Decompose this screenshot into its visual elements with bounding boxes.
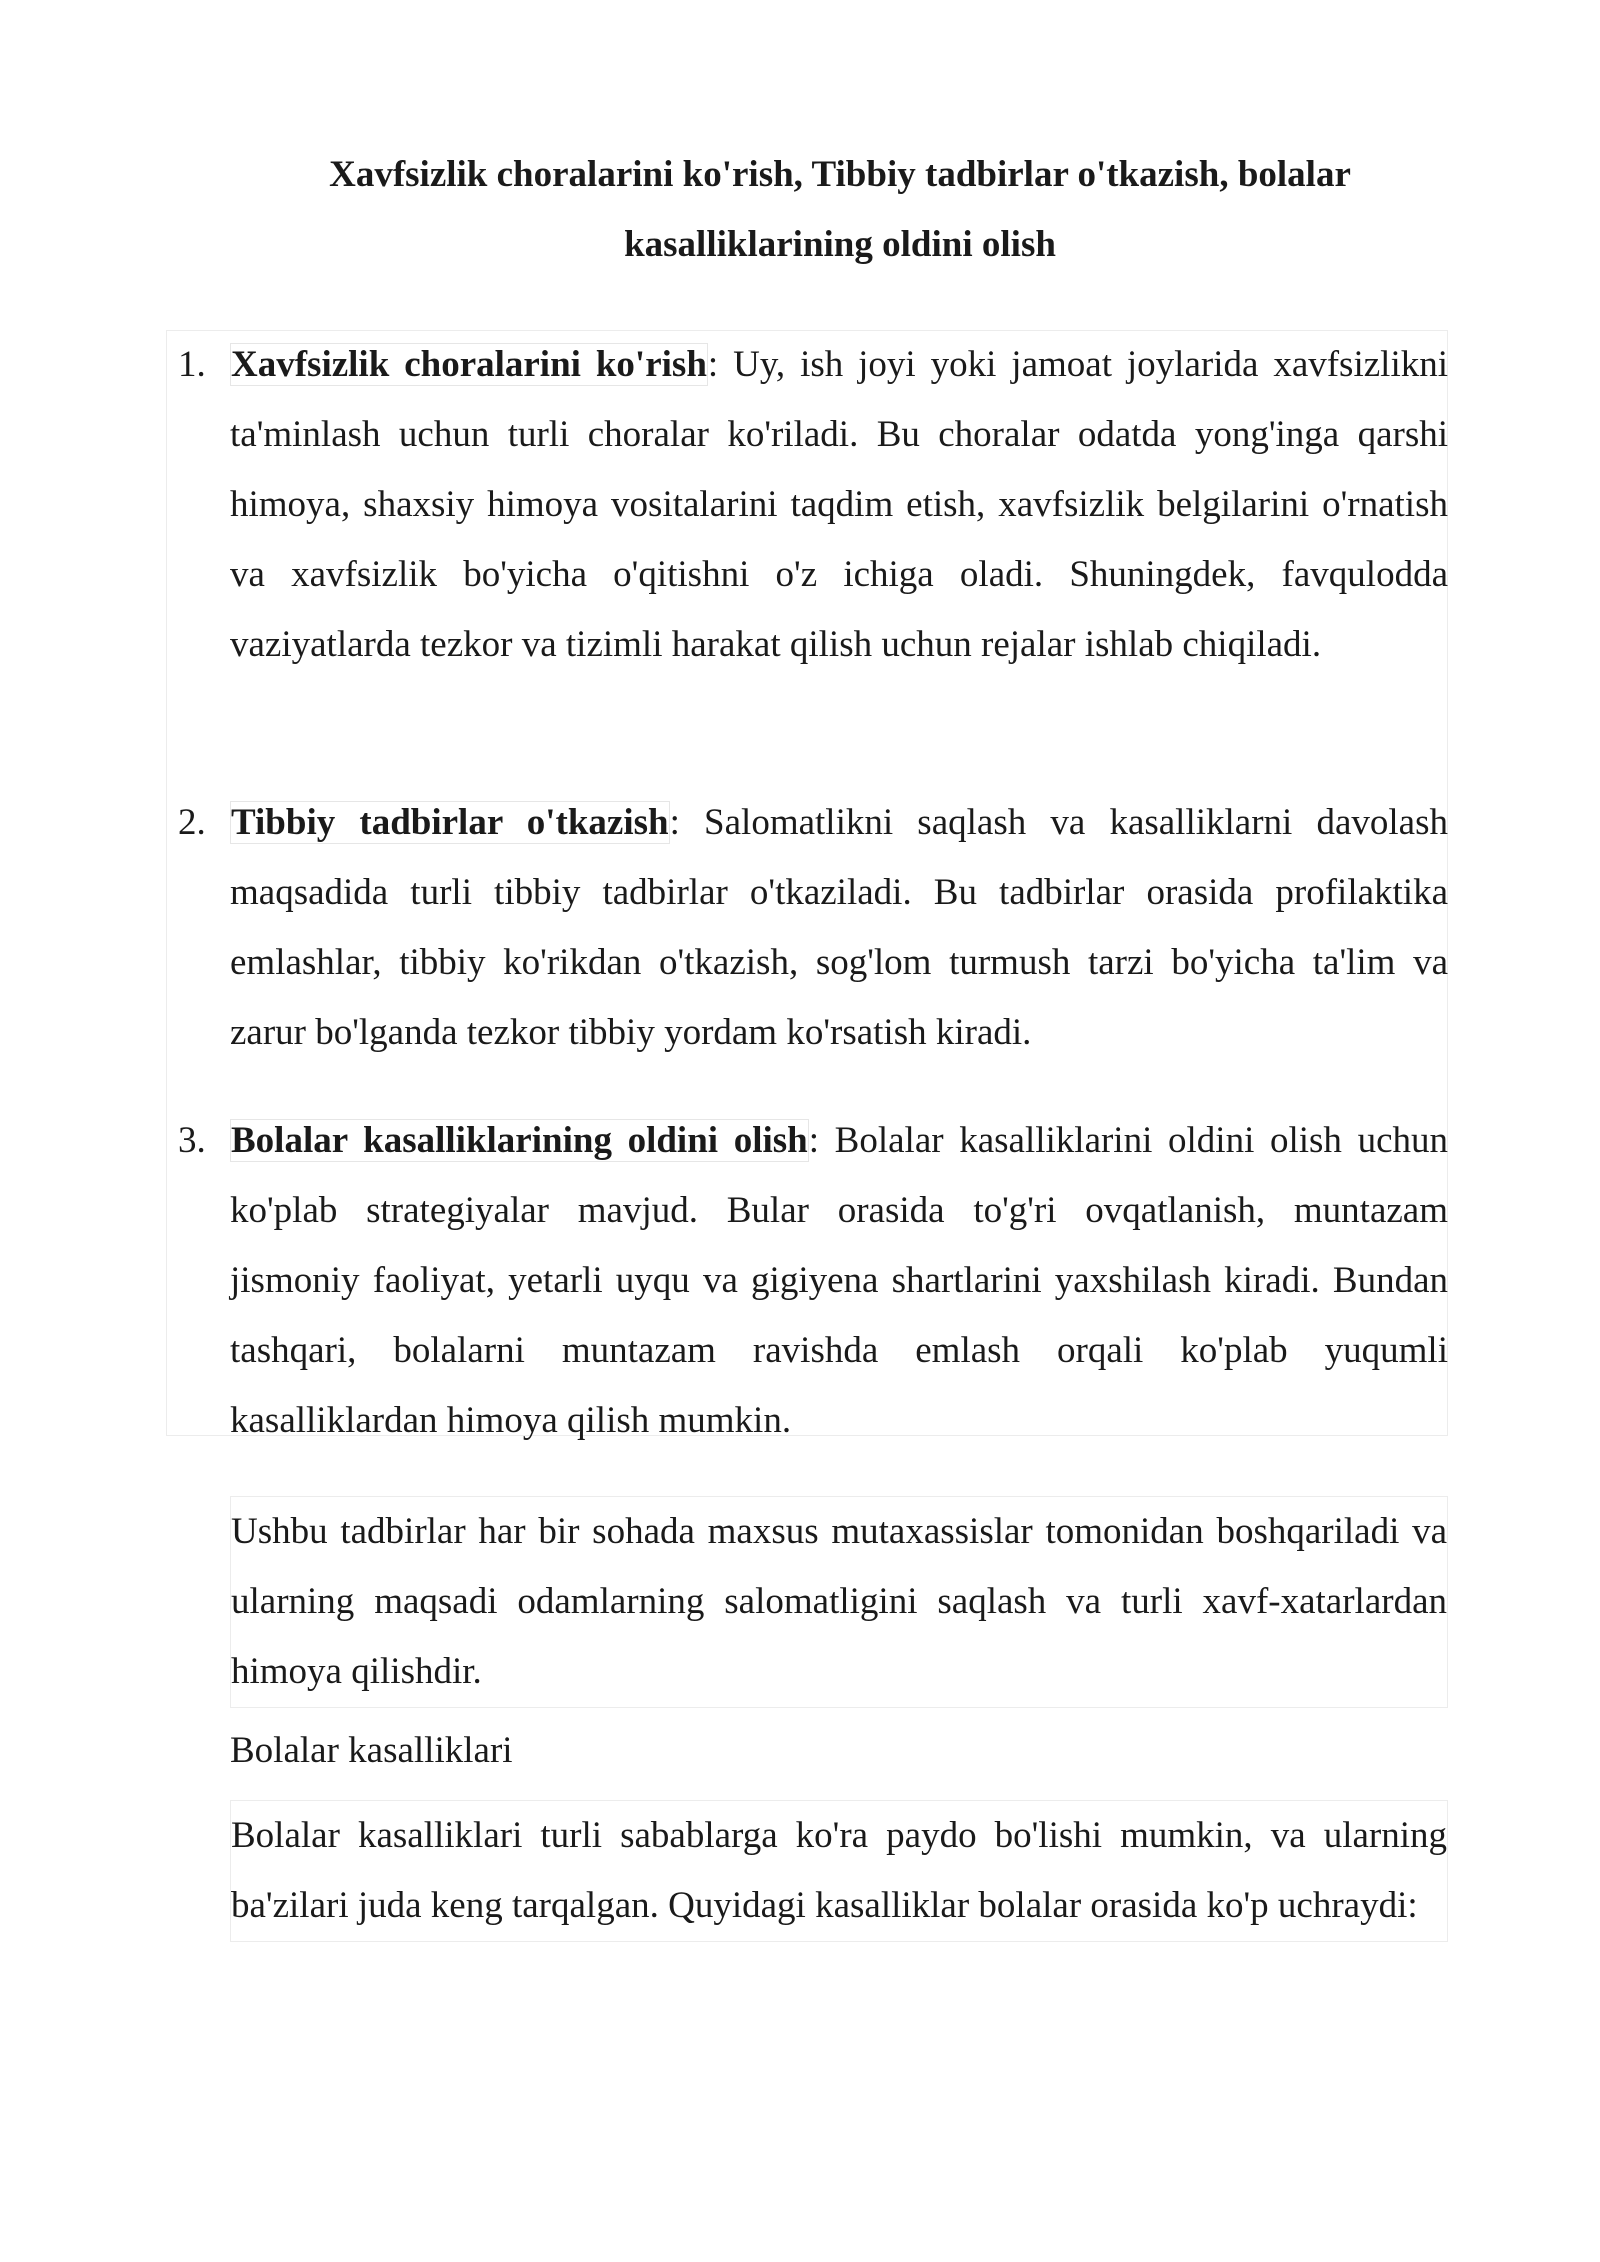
list-item-text (230, 1106, 1448, 1456)
section-intro-paragraph: Bolalar kasalliklari turli sabablarga ko'ra paydo bo'lishi mumkin, va ularning ba'zilari juda keng tarqalgan. Quyidagi kasalliklar bolalar orasida ko'p uchraydi: (230, 1800, 1448, 1942)
document-title: Xavfsizlik choralarini ko'rish, Tibbiy tadbirlar o'tkazish, bolalar kasalliklarining oldini olish (329, 154, 1351, 265)
list-item-body: : Salomatlikni saqlash va kasalliklarni davolash maqsadida turli tibbiy tadbirlar o'tkaziladi. Bu tadbirlar orasida profilaktika emlashlar, tibbiy ko'rikdan o'tkazish, sog'lom turmush tarzi bo'yicha ta'lim va zarur bo'lganda tezkor tibbiy yordam ko'rsatish kiradi. (230, 802, 1449, 1053)
list-item-number: 2. (178, 802, 206, 843)
list-item-body: : Uy, ish joyi yoki jamoat joylarida xavfsizlikni ta'minlash uchun turli choralar ko'riladi. Bu choralar odatda yong'inga qarshi himoya, shaxsiy himoya vositalarini taqdim etish, xavfsizlik belgilarini o'rnatish va xavfsizlik bo'yicha o'qitishni o'z ichiga oladi. Shuningdek, favqulodda vaziyatlarda tezkor va tizimli harakat qilish uchun rejalar ishlab chiqiladi. (230, 344, 1449, 665)
list-item-text (230, 788, 1448, 1068)
list-item-number: 1. (178, 344, 206, 385)
section-heading: Bolalar kasalliklari (230, 1730, 513, 1771)
list-item-text (230, 330, 1448, 680)
list-item-heading: Tibbiy tadbirlar o'tkazish (231, 802, 669, 843)
list-item-body: : Bolalar kasalliklarini oldini olish uchun ko'plab strategiyalar mavjud. Bular orasida to'g'ri ovqatlanish, muntazam jismoniy faoliyat, yetarli uyqu va gigiyena shartlarini yaxshilash kiradi. Bundan tashqari, bolalarni muntazam ravishda emlash orqali ko'plab yuqumli kasalliklardan himoya qilish mumkin. (230, 1120, 1448, 1441)
list-item-heading: Bolalar kasalliklarining oldini olish (231, 1120, 808, 1161)
list-item-number: 3. (178, 1120, 206, 1161)
list-item-heading: Xavfsizlik choralarini ko'rish (231, 344, 707, 385)
summary-paragraph: Ushbu tadbirlar har bir sohada maxsus mutaxassislar tomonidan boshqariladi va ularning maqsadi odamlarning salomatligini saqlash va turli xavf-xatarlardan himoya qilishdir. (230, 1496, 1448, 1708)
